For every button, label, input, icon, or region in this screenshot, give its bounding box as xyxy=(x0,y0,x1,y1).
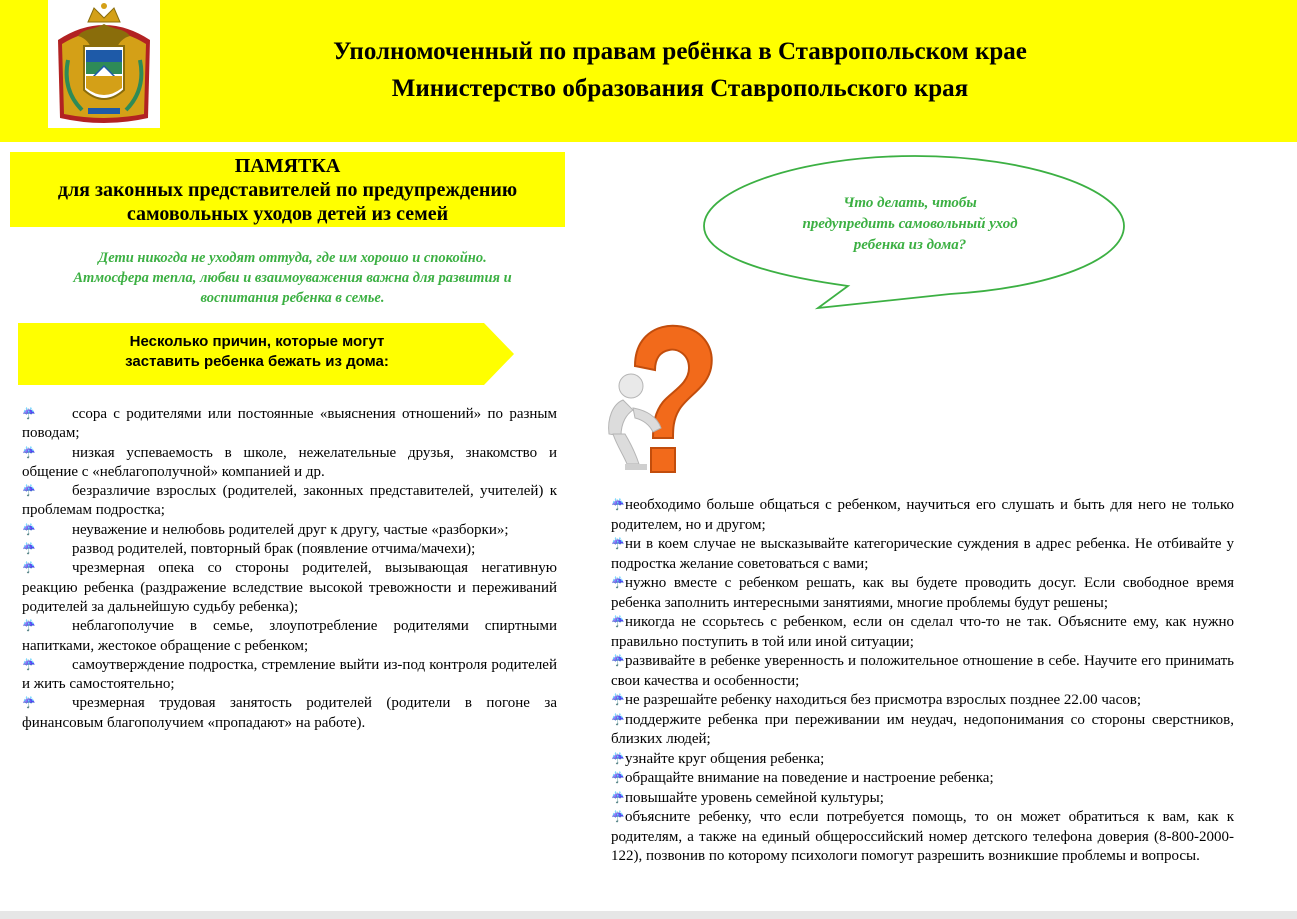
list-item xyxy=(22,559,557,617)
list-item-text: ни в коем случае не высказывайте категорические суждения в адрес ребенка. Не отбивайте у подростка желание советоваться с вами; xyxy=(611,536,1234,572)
list-item-text: безразличие взрослых (родителей, законных представителей, учителей) к проблемам подростка; xyxy=(22,483,557,519)
bullet-icon: ☔ xyxy=(611,538,625,550)
list-item xyxy=(22,521,557,540)
list-item xyxy=(611,652,1234,691)
bottom-divider xyxy=(0,911,1297,919)
list-item xyxy=(611,750,1234,770)
list-item xyxy=(611,535,1234,574)
list-item xyxy=(22,405,557,444)
intro-line: воспитания ребенка в семье. xyxy=(200,290,385,306)
bullet-icon: ☔ xyxy=(22,543,36,556)
list-item-text: неуважение и нелюбовь родителей друг к другу, частые «разборки»; xyxy=(72,521,509,538)
list-item-text: развивайте в ребенке уверенность и положительное отношение в себе. Научите его принимать свои качества и особенности; xyxy=(611,653,1234,689)
bullet-icon: ☔ xyxy=(611,752,625,765)
list-item-text: не разрешайте ребенку находиться без присмотра взрослых позднее 22.00 часов; xyxy=(625,692,1141,708)
header-titles xyxy=(180,33,1180,107)
list-item-text: нужно вместе с ребенком решать, как вы будете проводить досуг. Если свободное время ребенка заполнить интересными занятиями, многие проблемы будут решены; xyxy=(611,575,1234,611)
memo-subtitle-line1: для законных представителей по предупреждению xyxy=(57,179,518,201)
bubble-line: Что делать, чтобы xyxy=(843,195,977,211)
intro-text xyxy=(20,248,565,308)
list-item-text: самоутверждение подростка, стремление выйти из-под контроля родителей и жить самостоятельно; xyxy=(22,656,557,693)
intro-line: Дети никогда не уходят оттуда, где им хорошо и спокойно. xyxy=(98,250,487,266)
bullet-icon: ☔ xyxy=(611,694,625,706)
reasons-heading xyxy=(18,332,496,372)
bullet-icon: ☔ xyxy=(611,577,625,589)
list-item xyxy=(611,711,1234,750)
list-item-text: поддержите ребенка при переживании им неудач, недопонимания со стороны сверстников, близких людей; xyxy=(611,711,1234,747)
header-ombudsman: Уполномоченный по правам ребёнка в Ставропольском крае xyxy=(333,38,1027,65)
list-item xyxy=(611,769,1234,789)
bullet-icon: ☔ xyxy=(22,697,36,710)
list-item-text: ссора с родителями или постоянные «выяснения отношений» по разным поводам; xyxy=(22,406,557,442)
memo-subtitle-line2: самовольных уходов детей из семей xyxy=(126,203,449,225)
coat-of-arms-icon xyxy=(48,0,160,128)
list-item-text: никогда не ссорьтесь с ребенком, если он сделал что-то не так. Объясните ему, как нужно правильно поступить в той или иной ситуации; xyxy=(611,614,1234,650)
list-item xyxy=(22,482,557,521)
bubble-line: ребенка из дома? xyxy=(853,237,967,253)
reasons-list xyxy=(22,405,557,733)
list-item-text: повышайте уровень семейной культуры; xyxy=(625,789,884,806)
list-item xyxy=(611,574,1234,613)
list-item xyxy=(611,808,1234,867)
list-item xyxy=(22,540,557,559)
bullet-icon: ☔ xyxy=(22,523,36,536)
bullet-icon: ☔ xyxy=(22,485,36,498)
reasons-heading-line: заставить ребенка бежать из дома: xyxy=(125,353,389,370)
list-item xyxy=(611,496,1234,535)
bullet-icon: ☔ xyxy=(611,655,625,667)
bullet-icon: ☔ xyxy=(611,811,625,823)
bullet-icon: ☔ xyxy=(611,616,625,628)
advice-list xyxy=(611,496,1234,867)
list-item xyxy=(611,789,1234,809)
bullet-icon: ☔ xyxy=(22,562,36,575)
list-item-text: неблагополучие в семье, злоупотребление родителями спиртными напитками, жестокое обращение с ребенком; xyxy=(22,618,557,654)
list-item-text: чрезмерная опека со стороны родителей, вызывающая негативную реакцию ребенка (раздражение вследствие высокой тревожности и переживаний родителей за дальнейшую судьбу ребенка); xyxy=(22,560,557,615)
question-mark-figure-icon xyxy=(573,318,739,484)
bullet-icon: ☔ xyxy=(22,620,36,633)
reasons-heading-line: Несколько причин, которые могут xyxy=(129,333,385,350)
list-item xyxy=(22,694,557,733)
memo-title: ПАМЯТКА xyxy=(234,155,341,177)
bullet-icon: ☔ xyxy=(22,446,36,459)
list-item-text: узнайте круг общения ребенка; xyxy=(625,750,825,767)
list-item-text: чрезмерная трудовая занятость родителей (родители в погоне за финансовым благополучием «пропадают» на работе). xyxy=(22,695,557,731)
bullet-icon: ☔ xyxy=(611,772,625,784)
list-item-text: развод родителей, повторный брак (появление отчима/мачехи); xyxy=(72,541,476,558)
list-item xyxy=(22,617,557,656)
list-item xyxy=(611,691,1234,711)
bullet-icon: ☔ xyxy=(22,658,36,671)
bullet-icon: ☔ xyxy=(22,408,36,420)
list-item-text: низкая успеваемость в школе, нежелательные друзья, знакомство и общение с «неблагополучной» компанией и др. xyxy=(22,444,557,480)
bubble-question xyxy=(760,193,1060,256)
bubble-line: предупредить самовольный уход xyxy=(802,216,1018,232)
list-item xyxy=(22,444,557,483)
bullet-icon: ☔ xyxy=(611,791,625,804)
list-item-text: обращайте внимание на поведение и настроение ребенка; xyxy=(625,770,994,786)
list-item xyxy=(22,656,557,695)
reasons-banner xyxy=(18,323,514,385)
intro-line: Атмосфера тепла, любви и взаимоуважения важна для развития и xyxy=(73,270,512,286)
list-item-text: необходимо больше общаться с ребенком, научиться его слушать и быть для него не только родителем, но и другом; xyxy=(611,497,1234,533)
list-item-text: объясните ребенку, что если потребуется помощь, то он может обратиться к вам, как к родителям, а также на единый общероссийский номер детского телефона доверия (8-800-2000-122), позвонив по которому психологи помогут разрешить возникшие проблемы и вопросы. xyxy=(611,809,1234,864)
bullet-icon: ☔ xyxy=(611,499,625,511)
header-ministry: Министерство образования Ставропольского края xyxy=(391,75,969,102)
memo-title-box xyxy=(10,152,565,227)
list-item xyxy=(611,613,1234,652)
bullet-icon: ☔ xyxy=(611,713,625,726)
